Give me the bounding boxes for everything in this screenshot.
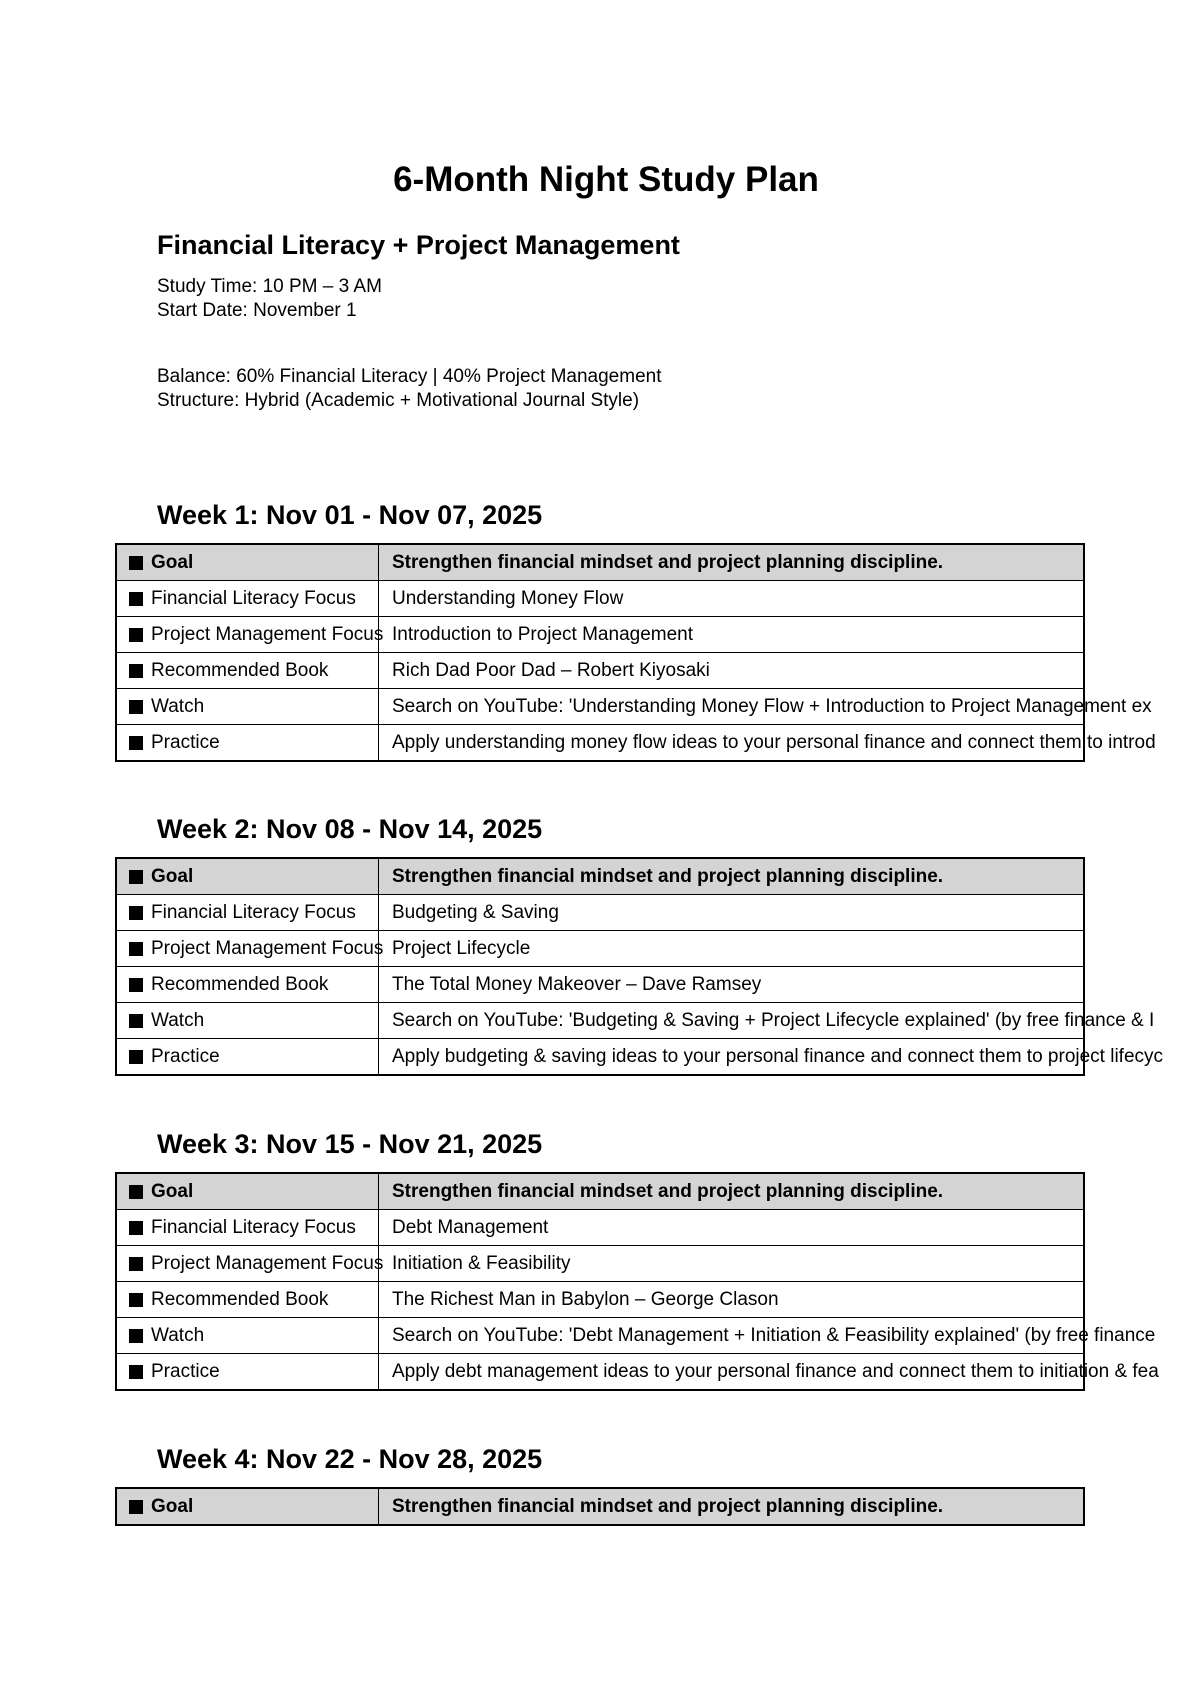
start-date: Start Date: November 1 bbox=[157, 300, 357, 321]
week-heading: Week 2: Nov 08 - Nov 14, 2025 bbox=[157, 814, 543, 844]
table-row bbox=[117, 1246, 1083, 1282]
row-value: Strengthen financial mindset and project planning discipline. bbox=[392, 1180, 944, 1202]
row-value: The Total Money Makeover – Dave Ramsey bbox=[392, 973, 762, 995]
table-row bbox=[117, 581, 1083, 617]
row-label-cell bbox=[117, 931, 384, 966]
row-value-cell bbox=[379, 1039, 1163, 1074]
row-label: Practice bbox=[151, 1360, 220, 1382]
row-label-cell bbox=[117, 1282, 379, 1317]
square-bullet-icon bbox=[129, 1050, 143, 1064]
row-label-cell bbox=[117, 1246, 384, 1281]
row-value-cell bbox=[379, 1174, 1083, 1209]
row-label: Financial Literacy Focus bbox=[151, 1216, 356, 1238]
row-label-cell bbox=[117, 581, 379, 616]
row-value-cell bbox=[379, 859, 1083, 894]
table-row bbox=[117, 725, 1156, 760]
row-value-cell bbox=[379, 931, 1083, 966]
square-bullet-icon bbox=[129, 700, 143, 714]
table-row bbox=[117, 1354, 1159, 1389]
table-row bbox=[117, 895, 1083, 931]
table-header-row bbox=[117, 1174, 1083, 1210]
row-value-cell bbox=[379, 725, 1156, 760]
square-bullet-icon bbox=[129, 1014, 143, 1028]
row-label: Financial Literacy Focus bbox=[151, 901, 356, 923]
schedule-info bbox=[157, 275, 382, 323]
row-value-cell bbox=[379, 895, 1083, 930]
row-label: Watch bbox=[151, 1324, 205, 1346]
row-value-cell bbox=[379, 617, 1083, 652]
row-value-cell bbox=[379, 1246, 1083, 1281]
square-bullet-icon bbox=[129, 1185, 143, 1199]
row-value: Debt Management bbox=[392, 1216, 549, 1238]
row-label: Recommended Book bbox=[151, 1288, 329, 1310]
row-label-cell bbox=[117, 1003, 379, 1038]
row-label-cell bbox=[117, 1318, 379, 1353]
week-table bbox=[115, 857, 1164, 1076]
table-row bbox=[117, 617, 1083, 653]
week-heading: Week 1: Nov 01 - Nov 07, 2025 bbox=[157, 500, 543, 530]
row-value-cell bbox=[379, 689, 1152, 724]
row-value: The Richest Man in Babylon – George Clason bbox=[392, 1288, 779, 1310]
row-label: Financial Literacy Focus bbox=[151, 587, 356, 609]
row-label: Recommended Book bbox=[151, 659, 329, 681]
row-value: Introduction to Project Management bbox=[392, 623, 694, 645]
row-label-cell bbox=[117, 653, 379, 688]
square-bullet-icon bbox=[129, 1329, 143, 1343]
row-label: Recommended Book bbox=[151, 973, 329, 995]
study-time: Study Time: 10 PM – 3 AM bbox=[157, 276, 382, 297]
row-label: Project Management Focus bbox=[151, 623, 384, 645]
row-value-cell bbox=[379, 1318, 1155, 1353]
row-label: Goal bbox=[151, 865, 194, 887]
page-subtitle: Financial Literacy + Project Management bbox=[157, 230, 680, 260]
row-value: Budgeting & Saving bbox=[392, 901, 559, 923]
square-bullet-icon bbox=[129, 628, 143, 642]
row-label: Project Management Focus bbox=[151, 937, 384, 959]
week-table bbox=[115, 1172, 1159, 1391]
square-bullet-icon bbox=[129, 942, 143, 956]
row-label-cell bbox=[117, 545, 379, 580]
row-value: Search on YouTube: 'Budgeting & Saving + Project Lifecycle explained' (by free finance & I bbox=[392, 1009, 1155, 1031]
table-row bbox=[117, 1210, 1083, 1246]
table-row bbox=[117, 689, 1152, 725]
week-table bbox=[115, 543, 1156, 762]
table-header-row bbox=[117, 1489, 1083, 1524]
square-bullet-icon bbox=[129, 870, 143, 884]
row-value-cell bbox=[379, 967, 1083, 1002]
row-value: Understanding Money Flow bbox=[392, 587, 624, 609]
row-label: Goal bbox=[151, 1180, 194, 1202]
row-value-cell bbox=[379, 1282, 1083, 1317]
row-value: Apply debt management ideas to your personal finance and connect them to initiation & fea bbox=[392, 1360, 1159, 1382]
square-bullet-icon bbox=[129, 1293, 143, 1307]
row-label-cell bbox=[117, 1210, 379, 1245]
row-value: Apply understanding money flow ideas to your personal finance and connect them to introd bbox=[392, 731, 1156, 753]
row-label: Watch bbox=[151, 1009, 205, 1031]
row-value: Strengthen financial mindset and project planning discipline. bbox=[392, 1495, 944, 1517]
row-label-cell bbox=[117, 967, 379, 1002]
row-label: Watch bbox=[151, 695, 205, 717]
table-row bbox=[117, 1003, 1155, 1039]
table-row bbox=[117, 931, 1083, 967]
row-label-cell bbox=[117, 1354, 379, 1389]
week-table bbox=[115, 1487, 1085, 1526]
square-bullet-icon bbox=[129, 736, 143, 750]
row-label: Goal bbox=[151, 1495, 194, 1517]
row-value: Project Lifecycle bbox=[392, 937, 531, 959]
row-value: Search on YouTube: 'Understanding Money Flow + Introduction to Project Management ex bbox=[392, 695, 1152, 717]
table-row bbox=[117, 1039, 1164, 1074]
row-value-cell bbox=[379, 581, 1083, 616]
week-heading: Week 4: Nov 22 - Nov 28, 2025 bbox=[157, 1444, 543, 1474]
table-row bbox=[117, 1318, 1156, 1354]
row-label-cell bbox=[117, 689, 379, 724]
row-value-cell bbox=[379, 1210, 1083, 1245]
square-bullet-icon bbox=[129, 664, 143, 678]
square-bullet-icon bbox=[129, 592, 143, 606]
row-value-cell bbox=[379, 1003, 1154, 1038]
table-row bbox=[117, 967, 1083, 1003]
table-row bbox=[117, 1282, 1083, 1318]
row-label-cell bbox=[117, 1489, 379, 1524]
table-header-row bbox=[117, 859, 1083, 895]
row-value: Search on YouTube: 'Debt Management + Initiation & Feasibility explained' (by free finance bbox=[392, 1324, 1156, 1346]
row-label-cell bbox=[117, 1039, 379, 1074]
row-label-cell bbox=[117, 895, 379, 930]
row-label: Practice bbox=[151, 731, 220, 753]
row-value: Initiation & Feasibility bbox=[392, 1252, 571, 1274]
row-label: Practice bbox=[151, 1045, 220, 1067]
square-bullet-icon bbox=[129, 978, 143, 992]
row-value: Strengthen financial mindset and project planning discipline. bbox=[392, 865, 944, 887]
row-value-cell bbox=[379, 1489, 1083, 1524]
plan-info bbox=[157, 365, 661, 413]
row-label-cell bbox=[117, 617, 384, 652]
row-label: Project Management Focus bbox=[151, 1252, 384, 1274]
square-bullet-icon bbox=[129, 1365, 143, 1379]
page-title: 6-Month Night Study Plan bbox=[393, 160, 819, 199]
row-label: Goal bbox=[151, 551, 194, 573]
row-value-cell bbox=[379, 653, 1083, 688]
table-header-row bbox=[117, 545, 1083, 581]
row-label-cell bbox=[117, 859, 379, 894]
balance: Balance: 60% Financial Literacy | 40% Project Management bbox=[157, 366, 662, 387]
square-bullet-icon bbox=[129, 1257, 143, 1271]
row-label-cell bbox=[117, 1174, 379, 1209]
square-bullet-icon bbox=[129, 906, 143, 920]
row-value-cell bbox=[379, 545, 1083, 580]
week-heading: Week 3: Nov 15 - Nov 21, 2025 bbox=[157, 1129, 543, 1159]
square-bullet-icon bbox=[129, 1500, 143, 1514]
row-label-cell bbox=[117, 725, 379, 760]
table-row bbox=[117, 653, 1083, 689]
row-value-cell bbox=[379, 1354, 1159, 1389]
structure: Structure: Hybrid (Academic + Motivational Journal Style) bbox=[157, 390, 640, 411]
row-value: Strengthen financial mindset and project planning discipline. bbox=[392, 551, 944, 573]
row-value: Apply budgeting & saving ideas to your personal finance and connect them to project lifecyc bbox=[392, 1045, 1164, 1067]
square-bullet-icon bbox=[129, 1221, 143, 1235]
square-bullet-icon bbox=[129, 556, 143, 570]
row-value: Rich Dad Poor Dad – Robert Kiyosaki bbox=[392, 659, 710, 681]
